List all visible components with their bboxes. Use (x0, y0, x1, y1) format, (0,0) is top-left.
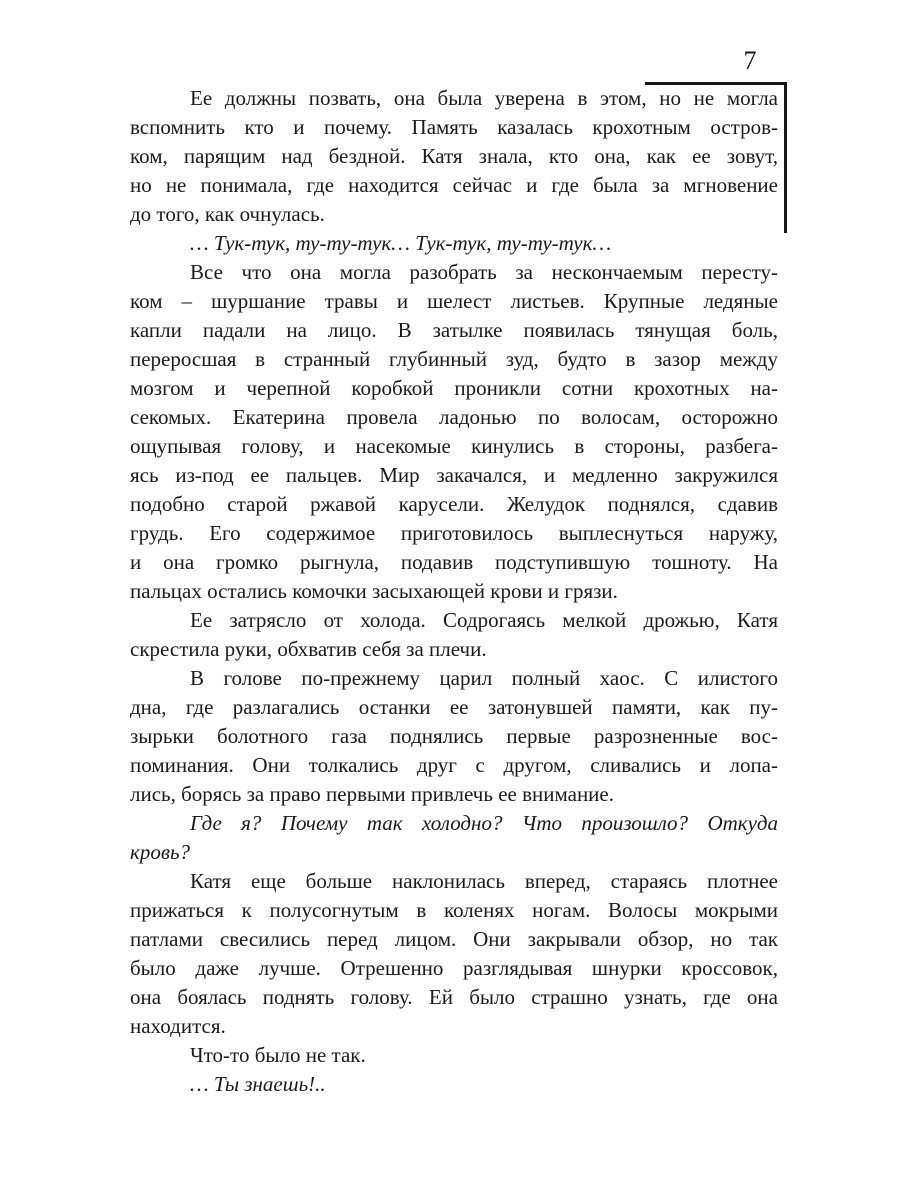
text-line: до того, как очнулась. (130, 202, 325, 226)
text-line: кровь? (130, 840, 190, 864)
text-line: она боялась поднять голову. Ей было страшно узнать, где она (130, 985, 778, 1009)
text-line: капли падали на лицо. В затылке появилась тянущая боль, (130, 318, 778, 342)
text-line: Все что она могла разобрать за нескончаемым пересту- (190, 260, 778, 284)
page-number: 7 (743, 46, 757, 75)
text-line: Ее затрясло от холода. Содрогаясь мелкой дрожью, Катя (190, 608, 778, 632)
text-line: Ее должны позвать, она была уверена в этом, но не могла (190, 86, 778, 110)
text-line: было даже лучше. Отрешенно разглядывая шнурки кроссовок, (130, 956, 778, 980)
text-line: грудь. Его содержимое приготовилось выплеснуться наружу, (130, 521, 778, 545)
text-line: патлами свесились перед лицом. Они закрывали обзор, но так (130, 927, 778, 951)
text-line: но не понимала, где находится сейчас и где была за мгновение (130, 173, 778, 197)
page-text (130, 84, 778, 1099)
text-line: ком, парящим над бездной. Катя знала, кто она, как ее зовут, (130, 144, 778, 168)
text-line: скрестила руки, обхватив себя за плечи. (130, 637, 487, 661)
text-line: Катя еще больше наклонилась вперед, стараясь плотнее (190, 869, 778, 893)
text-line: прижаться к полусогнутым в коленях ногам. Волосы мокрыми (130, 898, 778, 922)
corner-rule-vertical (784, 82, 787, 233)
text-line: мозгом и черепной коробкой проникли сотни крохотных на- (130, 376, 778, 400)
text-line: ком – шуршание травы и шелест листьев. Крупные ледяные (130, 289, 778, 313)
text-line: дна, где разлагались останки ее затонувшей памяти, как пу- (130, 695, 778, 719)
text-line: переросшая в странный глубинный зуд, будто в зазор между (130, 347, 778, 371)
text-line: подобно старой ржавой карусели. Желудок поднялся, сдавив (130, 492, 778, 516)
text-line: Что-то было не так. (190, 1043, 366, 1067)
text-line: … Ты знаешь!.. (190, 1072, 326, 1096)
text-line: секомых. Екатерина провела ладонью по волосам, осторожно (130, 405, 778, 429)
text-line: зырьки болотного газа поднялись первые разрозненные вос- (130, 724, 778, 748)
text-line: … Тук-тук, ту-ту-тук… Тук-тук, ту-ту-тук… (190, 231, 612, 255)
text-line: поминания. Они толкались друг с другом, сливались и лопа- (130, 753, 778, 777)
text-line: находится. (130, 1014, 226, 1038)
text-line: ощупывая голову, и насекомые кинулись в стороны, разбега- (130, 434, 778, 458)
text-line: вспомнить кто и почему. Память казалась крохотным остров- (130, 115, 778, 139)
text-line: и она громко рыгнула, подавив подступившую тошноту. На (130, 550, 778, 574)
text-line: пальцах остались комочки засыхающей крови и грязи. (130, 579, 618, 603)
text-line: лись, борясь за право первыми привлечь ее внимание. (130, 782, 614, 806)
text-line: ясь из-под ее пальцев. Мир закачался, и медленно закружился (130, 463, 778, 487)
text-line: Где я? Почему так холодно? Что произошло? Откуда (190, 811, 778, 835)
text-line: В голове по-прежнему царил полный хаос. С илистого (190, 666, 778, 690)
